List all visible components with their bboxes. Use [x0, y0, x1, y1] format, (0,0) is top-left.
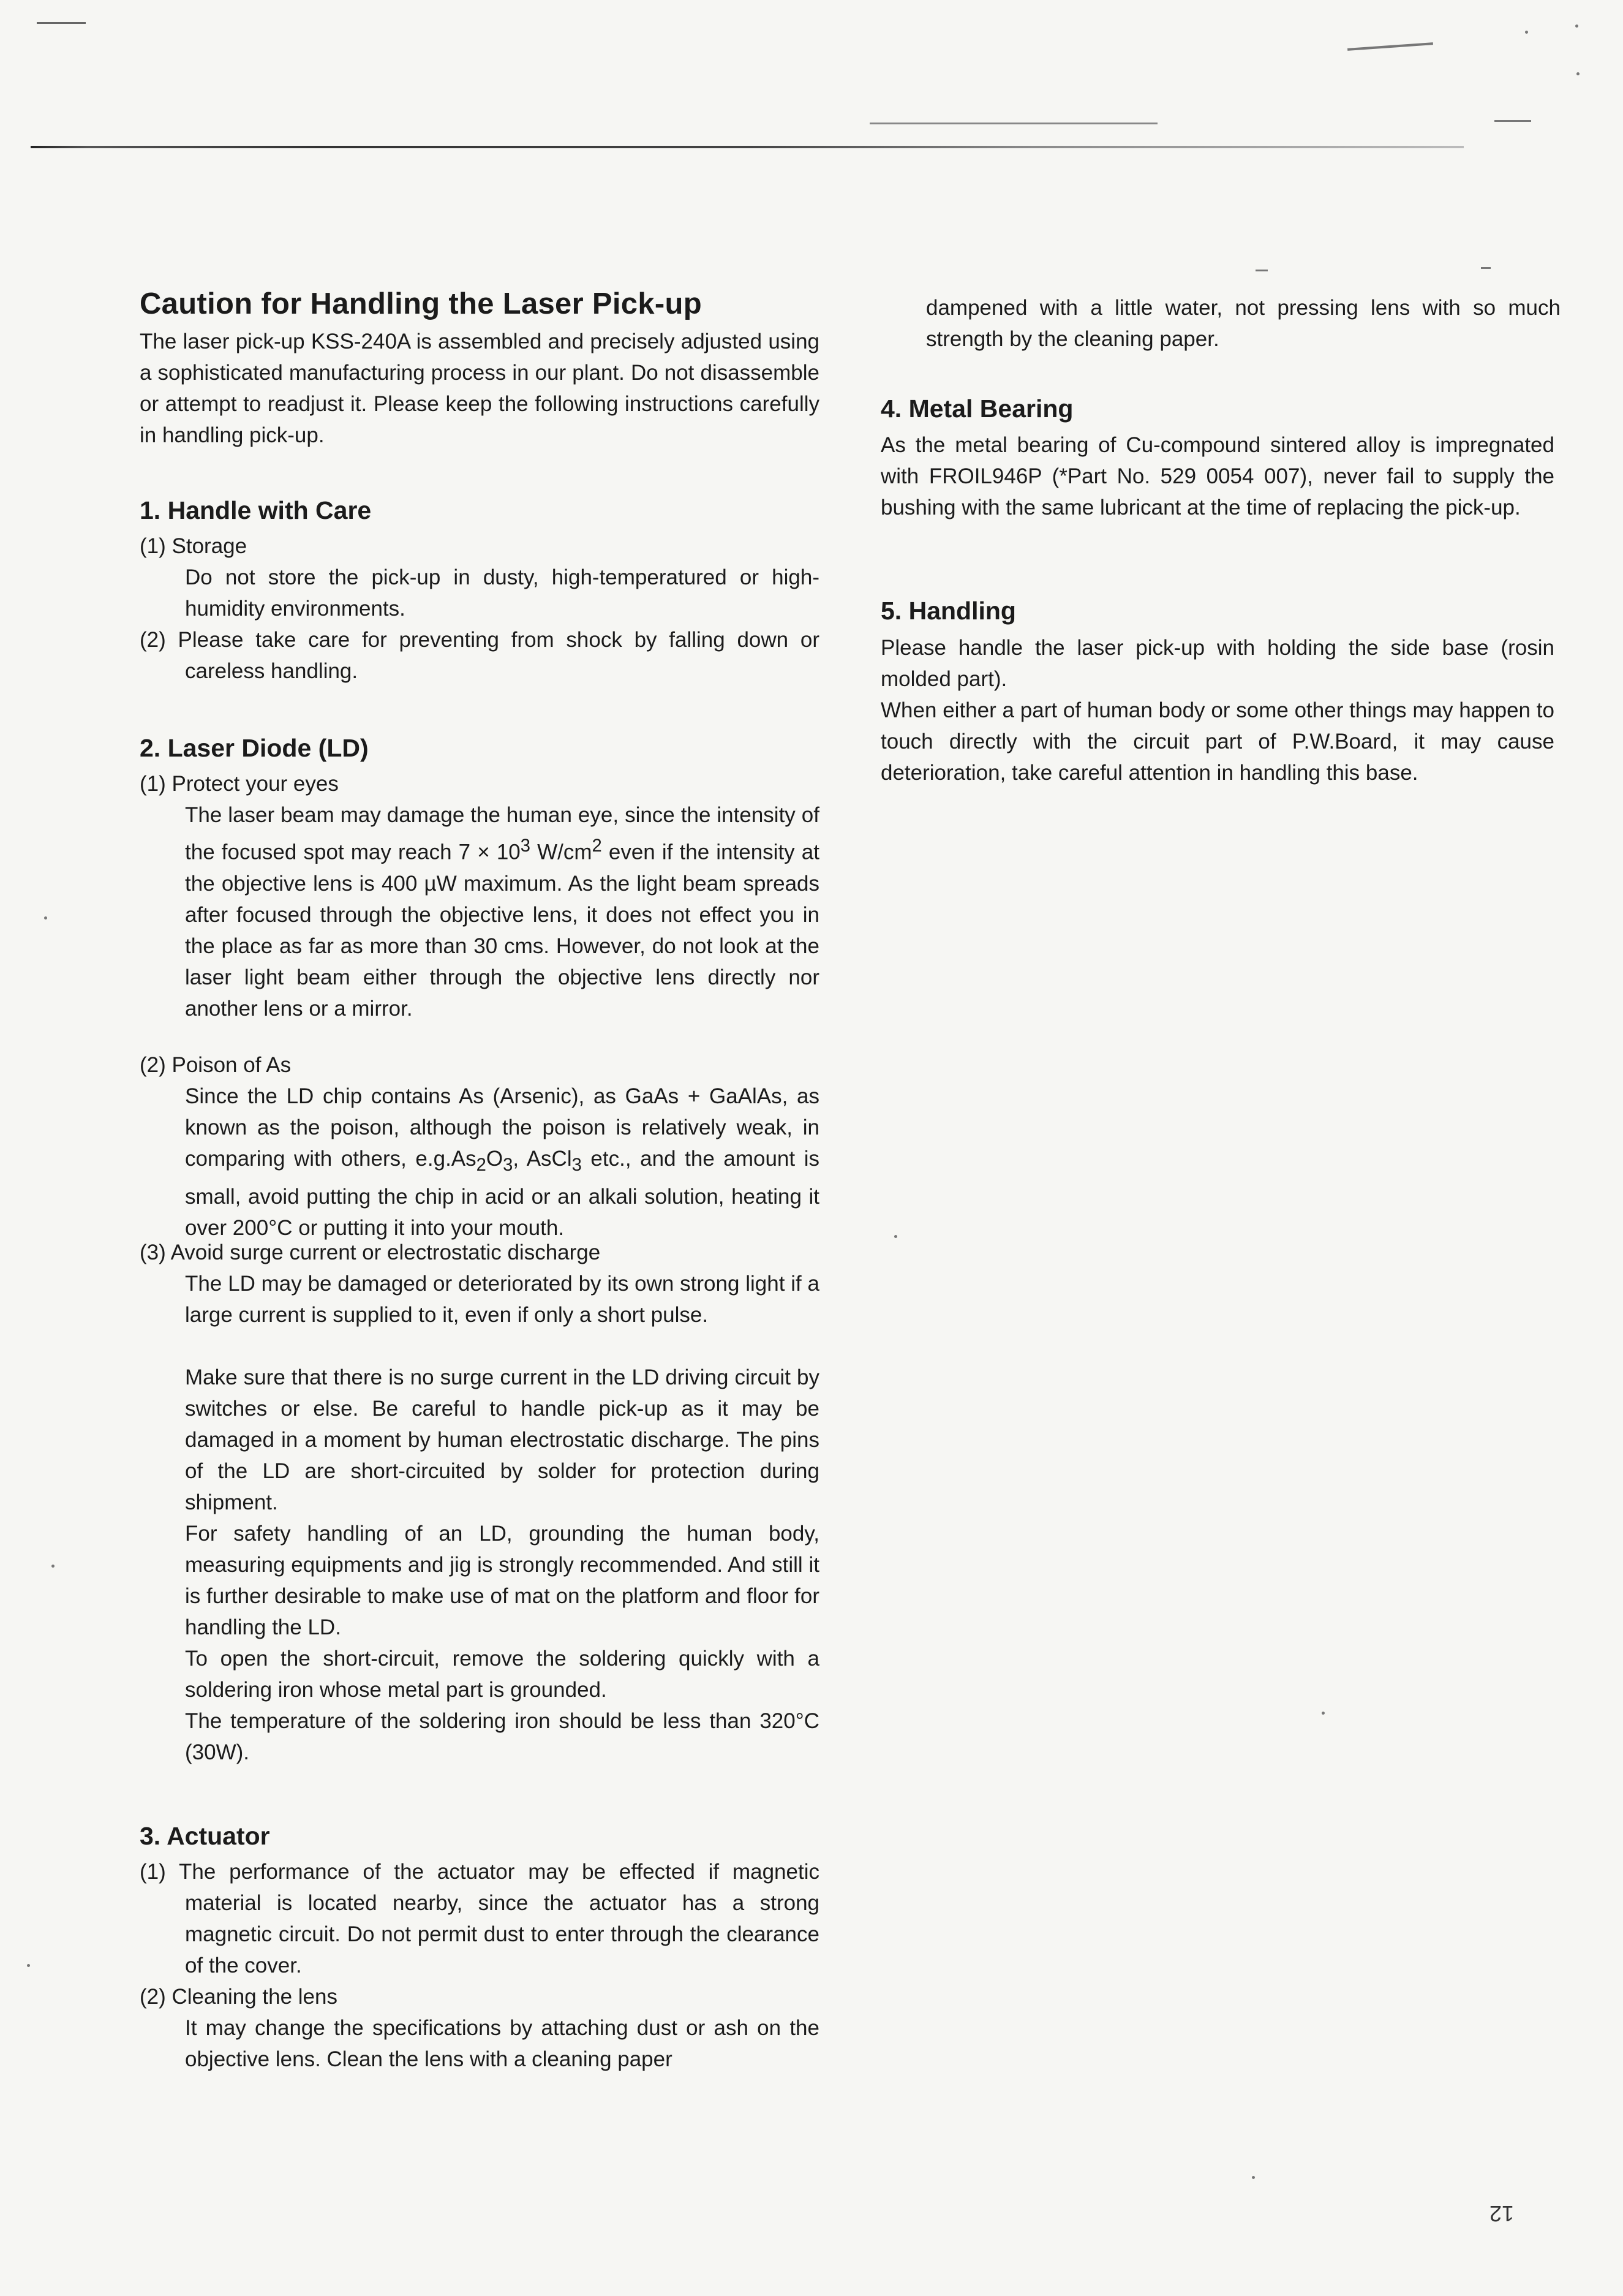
subscript: 3 — [571, 1155, 582, 1175]
scan-speck — [894, 1235, 897, 1238]
storage-label: (1) Storage — [140, 534, 247, 558]
eyes-text-part: W/cm — [530, 840, 592, 864]
scan-speck — [1252, 2176, 1255, 2179]
section-heading-handle-with-care: 1. Handle with Care — [140, 496, 372, 524]
eyes-text-part: The laser beam may damage the human eye, since the intensity of the focused spot may reach 7 × 10 — [185, 803, 819, 864]
intro-paragraph: The laser pick-up KSS-240A is assembled and precisely adjusted using a sophisticated manufacturing process in our plant. Do not disassemble or attempt to readjust it. Please keep the following instructions carefully in handling pick-up. — [140, 330, 819, 447]
cleaning-lens-text: It may change the specifications by attaching dust or ash on the objective lens. Clean the lens with a cleaning paper — [185, 2016, 819, 2071]
surge-paragraph-2: Make sure that there is no surge current in the LD driving circuit by switches or else. Be careful to handle pick-up as it may be damaged in a moment by human electrostatic discharge. The pins of the LD are short-circuited by solder for protection during shipment. — [185, 1365, 819, 1514]
surge-paragraph-1: The LD may be damaged or deteriorated by its own strong light if a large current is supplied to it, even if only a short pulse. — [185, 1272, 819, 1327]
poison-label: (2) Poison of As — [140, 1053, 292, 1077]
surge-paragraph-4: To open the short-circuit, remove the soldering quickly with a soldering iron whose metal part is grounded. — [185, 1647, 819, 1702]
poison-text — [185, 1081, 819, 1244]
section-heading-handling: 5. Handling — [881, 597, 1016, 625]
scan-speck — [44, 916, 47, 920]
page-title: Caution for Handling the Laser Pick-up — [140, 287, 702, 320]
surge-label: (3) Avoid surge current or electrostatic discharge — [140, 1241, 601, 1264]
section-heading-actuator: 3. Actuator — [140, 1822, 270, 1850]
scan-speck — [1575, 25, 1578, 28]
page-number: 12 — [1489, 2201, 1515, 2226]
scan-speck — [1322, 1712, 1325, 1715]
scan-mark — [37, 22, 86, 24]
scan-mark — [1256, 270, 1268, 271]
scan-speck — [1576, 72, 1580, 75]
protect-eyes-text — [185, 799, 819, 1024]
eyes-text-part: even if the intensity at the objective lens is 400 µW maximum. As the light beam spreads after focused through the objective lens, it does not effect you in the place as far as more than 30 cms. However, do not look at the laser light beam either through the objective lens directly nor another lens or a mirror. — [185, 840, 819, 1021]
poison-text-part: etc., and the amount is small, avoid putting the chip in acid or an alkali solution, heating it over 200°C or putting it into your mouth. — [185, 1147, 819, 1240]
surge-paragraph-5: The temperature of the soldering iron should be less than 320°C (30W). — [185, 1709, 819, 1764]
scan-speck — [27, 1964, 30, 1967]
subscript: 3 — [503, 1155, 513, 1175]
cleaning-lens-continued: dampened with a little water, not pressing lens with so much strength by the cleaning paper. — [926, 296, 1561, 351]
subscript: 2 — [476, 1155, 486, 1175]
scan-speck — [1525, 31, 1528, 34]
cleaning-lens-label: (2) Cleaning the lens — [140, 1985, 337, 2009]
scan-mark — [1494, 120, 1531, 122]
magnetic-text: (1) The performance of the actuator may be effected if magnetic material is located nearby, since the actuator has a strong magnetic circuit. Do not permit dust to enter through the clearance of the cover. — [140, 1860, 819, 1977]
scan-mark — [1347, 42, 1433, 51]
poison-text-part: Since the LD chip contains As (Arsenic), as GaAs + GaAlAs, as known as the poison, although the poison is relatively weak, in comparing with others, e.g.As — [185, 1084, 819, 1171]
section-heading-metal-bearing: 4. Metal Bearing — [881, 395, 1074, 423]
exponent: 2 — [592, 836, 602, 856]
protect-eyes-label: (1) Protect your eyes — [140, 772, 339, 796]
storage-text: Do not store the pick-up in dusty, high-temperatured or high-humidity environments. — [185, 565, 819, 621]
poison-text-part: O — [486, 1147, 503, 1171]
scan-rule-line — [31, 146, 1464, 148]
scan-speck — [51, 1565, 55, 1568]
poison-text-part: , AsCl — [513, 1147, 572, 1171]
scan-mark — [870, 123, 1158, 124]
metal-bearing-text: As the metal bearing of Cu-compound sintered alloy is impregnated with FROIL946P (*Part No. 529 0054 007), never fail to supply the bushing with the same lubricant at the time of replacing the pick-up. — [881, 433, 1554, 519]
handling-paragraph-2: When either a part of human body or some other things may happen to touch directly with the circuit part of P.W.Board, it may cause deterioration, take careful attention in handling this base. — [881, 698, 1554, 785]
handling-paragraph-1: Please handle the laser pick-up with holding the side base (rosin molded part). — [881, 636, 1554, 691]
scan-mark — [1481, 267, 1491, 269]
shock-text: (2) Please take care for preventing from shock by falling down or careless handling. — [140, 628, 819, 683]
exponent: 3 — [520, 836, 530, 856]
surge-paragraph-3: For safety handling of an LD, grounding the human body, measuring equipments and jig is strongly recommended. And still it is further desirable to make use of mat on the platform and floor for handling the LD. — [185, 1522, 819, 1639]
section-heading-laser-diode: 2. Laser Diode (LD) — [140, 734, 369, 762]
